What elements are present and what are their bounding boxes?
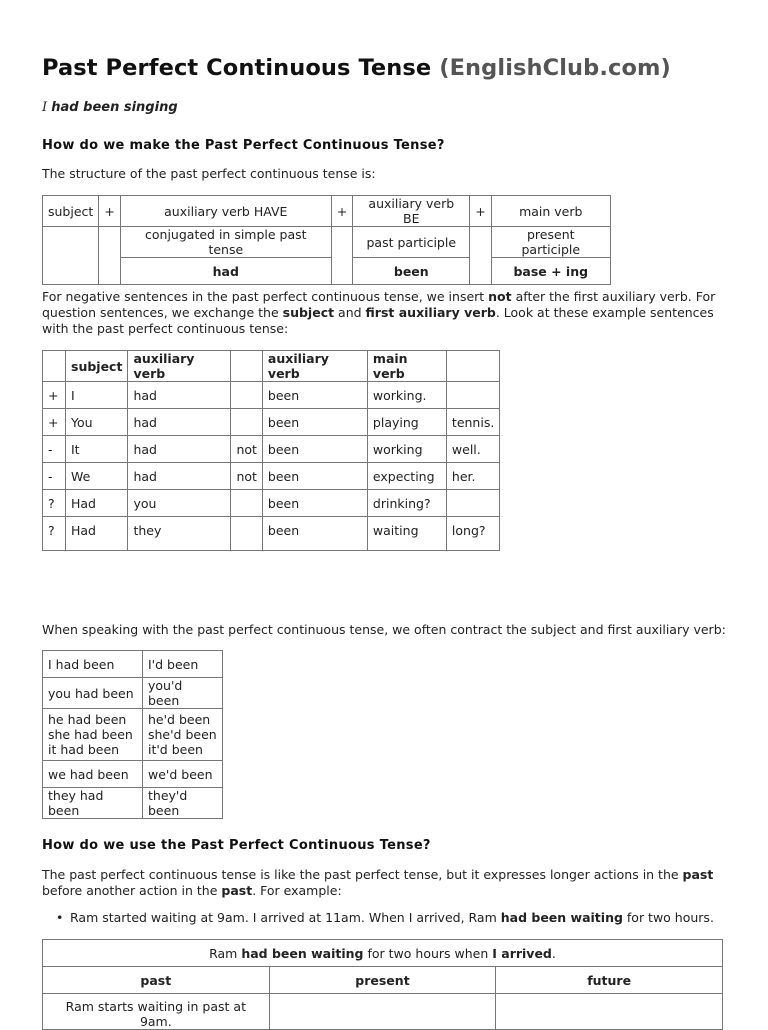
- text-bold: not: [488, 289, 512, 304]
- table-cell: +: [43, 409, 66, 436]
- table-header: past: [43, 967, 270, 994]
- section-heading-make: How do we make the Past Perfect Continuous Tense?: [42, 138, 445, 153]
- text-bold: had been waiting: [500, 910, 623, 925]
- table-row: [43, 196, 611, 227]
- contraction-full: we had been: [48, 766, 129, 782]
- use-text: [42, 867, 722, 899]
- text-bold: past: [221, 883, 253, 898]
- table-cell: [231, 382, 262, 409]
- table-cell: It: [66, 436, 128, 463]
- table-cell: [470, 227, 491, 285]
- table-cell: been: [262, 490, 367, 517]
- table-cell: ?: [43, 517, 66, 551]
- table-cell: [43, 227, 99, 285]
- table-cell: [231, 517, 262, 551]
- text-run: Ram: [209, 945, 242, 961]
- table-cell: [43, 651, 143, 678]
- table-cell: Had: [66, 517, 128, 551]
- contraction-full: he had been: [48, 712, 127, 727]
- table-cell: had: [128, 436, 231, 463]
- table-cell: been: [262, 409, 367, 436]
- contraction-intro: When speaking with the past perfect continuous tense, we often contract the subject and first auxiliary verb:: [42, 622, 726, 637]
- table-cell: +: [470, 196, 491, 227]
- table-cell: -: [43, 463, 66, 490]
- table-cell: drinking?: [367, 490, 446, 517]
- table-cell: they: [128, 517, 231, 551]
- table-cell: [269, 994, 496, 1030]
- table-cell: [99, 227, 120, 285]
- text-bold: I arrived: [492, 945, 552, 961]
- table-row: [43, 258, 611, 285]
- table-cell: ?: [43, 490, 66, 517]
- table-cell: present participle: [491, 227, 610, 258]
- negative-question-text: [42, 289, 722, 337]
- table-cell: playing: [367, 409, 446, 436]
- text-run: Ram started waiting at 9am. I arrived at 11am. When I arrived, Ram: [70, 910, 501, 925]
- table-cell: [43, 709, 143, 761]
- table-row: [43, 994, 723, 1030]
- contraction-short: you'd been: [148, 678, 183, 708]
- table-row: [43, 517, 500, 551]
- table-row: [43, 409, 500, 436]
- table-cell: been: [262, 517, 367, 551]
- table-cell: [43, 761, 143, 788]
- title-site[interactable]: (EnglishClub.com): [439, 55, 671, 81]
- table-cell: had: [128, 382, 231, 409]
- table-row: [43, 940, 723, 967]
- table-header: auxiliary verb: [128, 351, 231, 382]
- table-cell: [446, 382, 499, 409]
- contraction-short: I'd been: [148, 656, 199, 672]
- table-header-row: [43, 351, 500, 382]
- contraction-full: they had been: [48, 788, 104, 818]
- table-cell: working.: [367, 382, 446, 409]
- table-cell: [231, 409, 262, 436]
- timeline-table: [42, 939, 723, 1030]
- table-cell: conjugated in simple past tense: [120, 227, 331, 258]
- table-header: present: [269, 967, 496, 994]
- table-header: [446, 351, 499, 382]
- contraction-short: she'd been: [148, 727, 217, 742]
- table-row: [43, 709, 223, 761]
- table-cell: Had: [66, 490, 128, 517]
- table-cell: auxiliary verb HAVE: [120, 196, 331, 227]
- text-bold: had been waiting: [241, 945, 364, 961]
- table-cell: [331, 227, 352, 285]
- example-pronoun: I: [42, 100, 48, 115]
- example-verb: had been singing: [51, 100, 178, 115]
- text-run: for two hours when: [363, 945, 493, 961]
- table-cell: [496, 994, 723, 1030]
- table-cell: her.: [446, 463, 499, 490]
- table-row: [43, 463, 500, 490]
- example-list: [42, 910, 714, 926]
- timeline-cell: Ram starts waiting in past at 9am.: [43, 994, 270, 1030]
- table-cell: base + ing: [491, 258, 610, 285]
- contraction-short: it'd been: [148, 742, 203, 757]
- list-item: [42, 910, 714, 926]
- table-cell: main verb: [491, 196, 610, 227]
- table-header: main verb: [367, 351, 446, 382]
- table-row: [43, 490, 500, 517]
- table-cell: +: [43, 382, 66, 409]
- table-cell: We: [66, 463, 128, 490]
- table-row: [43, 651, 223, 678]
- table-cell: been: [353, 258, 470, 285]
- table-cell: working: [367, 436, 446, 463]
- contraction-table: [42, 650, 223, 819]
- example-sentence: [42, 100, 178, 115]
- contraction-full: I had been: [48, 656, 115, 672]
- table-cell: been: [262, 436, 367, 463]
- text-run: .: [551, 945, 556, 961]
- table-header: auxiliary verb: [262, 351, 367, 382]
- table-cell: had: [120, 258, 331, 285]
- text-run: The past perfect continuous tense is like the past perfect tense, but it expresses longer actions in the: [42, 867, 683, 882]
- contraction-full: it had been: [48, 742, 120, 757]
- table-row: [43, 382, 500, 409]
- table-cell: I: [66, 382, 128, 409]
- table-cell: had: [128, 409, 231, 436]
- text-run: after the first auxiliary verb. For question sentences, we exchange the: [42, 289, 716, 320]
- timeline-caption: [43, 940, 723, 967]
- table-cell: had: [128, 463, 231, 490]
- text-run: For negative sentences in the past perfect continuous tense, we insert: [42, 289, 489, 304]
- table-cell: subject: [43, 196, 99, 227]
- table-cell: [143, 651, 223, 678]
- contraction-full: you had been: [48, 685, 134, 701]
- table-cell: past participle: [353, 227, 470, 258]
- examples-table: [42, 350, 500, 551]
- table-header: subject: [66, 351, 128, 382]
- table-cell: [143, 788, 223, 819]
- text-run: for two hours.: [622, 910, 714, 925]
- contraction-short: they'd been: [148, 788, 188, 818]
- table-row: [43, 761, 223, 788]
- section-heading-use: How do we use the Past Perfect Continuous Tense?: [42, 838, 431, 853]
- page-title: [42, 55, 671, 81]
- contraction-full: she had been: [48, 727, 133, 742]
- table-cell: [143, 678, 223, 709]
- table-cell: +: [331, 196, 352, 227]
- table-cell: not: [231, 463, 262, 490]
- table-cell: You: [66, 409, 128, 436]
- structure-intro: The structure of the past perfect continuous tense is:: [42, 166, 376, 181]
- table-header: future: [496, 967, 723, 994]
- text-bold: past: [682, 867, 714, 882]
- table-cell: [43, 678, 143, 709]
- contraction-short: he'd been: [148, 712, 211, 727]
- table-header-row: [43, 967, 723, 994]
- table-cell: -: [43, 436, 66, 463]
- table-cell: not: [231, 436, 262, 463]
- text-bold: first auxiliary verb: [365, 305, 496, 320]
- text-run: before another action in the: [42, 883, 222, 898]
- table-cell: [43, 788, 143, 819]
- table-cell: well.: [446, 436, 499, 463]
- table-cell: you: [128, 490, 231, 517]
- table-cell: expecting: [367, 463, 446, 490]
- table-cell: been: [262, 382, 367, 409]
- structure-table: [42, 195, 611, 285]
- table-cell: [143, 761, 223, 788]
- table-row: [43, 678, 223, 709]
- text-run: . For example:: [252, 883, 342, 898]
- table-cell: long?: [446, 517, 499, 551]
- table-row: [43, 436, 500, 463]
- text-run: . Look at these example sentences with the past perfect continuous tense:: [42, 305, 714, 336]
- title-main: Past Perfect Continuous Tense: [42, 55, 432, 81]
- contraction-short: we'd been: [148, 766, 213, 782]
- table-row: [43, 227, 611, 258]
- table-header: [43, 351, 66, 382]
- table-row: [43, 788, 223, 819]
- table-cell: been: [262, 463, 367, 490]
- text-run: and: [334, 305, 366, 320]
- table-cell: [446, 490, 499, 517]
- table-header: [231, 351, 262, 382]
- text-bold: subject: [282, 305, 335, 320]
- table-cell: auxiliary verb BE: [353, 196, 470, 227]
- table-cell: +: [99, 196, 120, 227]
- table-cell: [143, 709, 223, 761]
- table-cell: tennis.: [446, 409, 499, 436]
- table-cell: waiting: [367, 517, 446, 551]
- table-cell: [231, 490, 262, 517]
